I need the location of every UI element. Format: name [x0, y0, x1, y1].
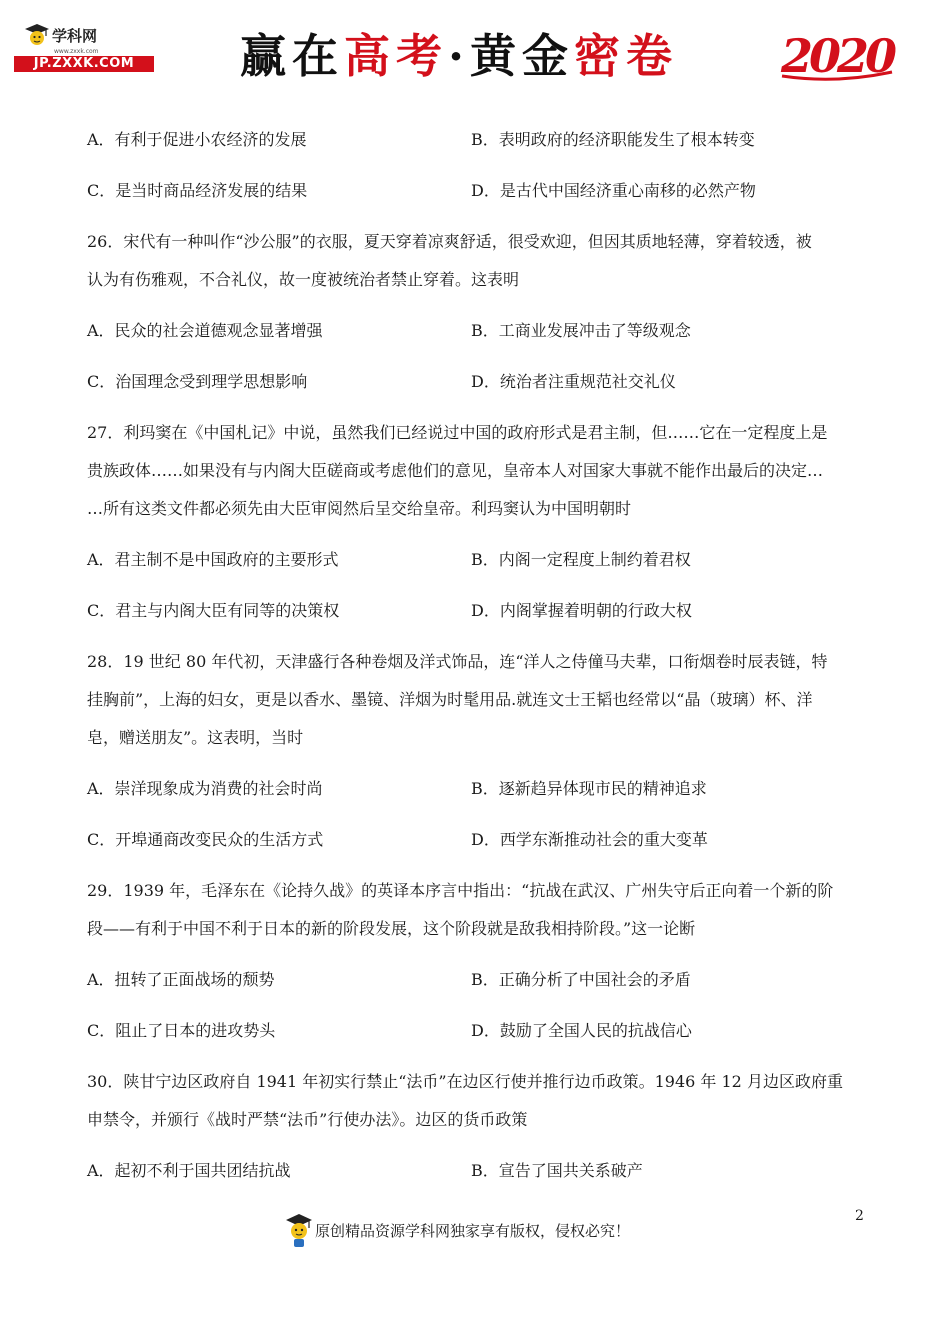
page-footer: [285, 1210, 630, 1250]
mascot-icon: [285, 1212, 313, 1248]
question-stem-continued: …所有这类文件都必须先由大臣审阅然后呈交给皇帝。利玛窦认为中国明朝时: [87, 499, 632, 518]
logo-url: www.zxxk.com: [54, 48, 99, 55]
answer-option: B．逐新趋异体现市民的精神追求: [471, 779, 707, 798]
answer-option: A．君主制不是中国政府的主要形式: [87, 550, 339, 569]
answer-option: C．君主与内阁大臣有同等的决策权: [87, 601, 340, 620]
page-header: [0, 0, 950, 110]
answer-option: A．起初不利于国共团结抗战: [87, 1161, 291, 1180]
answer-option: B．宣告了国共关系破产: [471, 1161, 643, 1180]
answer-option: D．统治者注重规范社交礼仪: [471, 372, 676, 391]
answer-option: C．开埠通商改变民众的生活方式: [87, 830, 324, 849]
year-mark: [776, 26, 898, 84]
title-part: 赢在: [240, 29, 344, 83]
answer-option: B．正确分析了中国社会的矛盾: [471, 970, 691, 989]
answer-option: A．崇洋现象成为消费的社会时尚: [87, 779, 323, 798]
page-number: 2: [855, 1208, 864, 1224]
answer-option: D．是古代中国经济重心南移的必然产物: [471, 181, 756, 200]
answer-option: C．是当时商品经济发展的结果: [87, 181, 308, 200]
question-stem: 28．19 世纪 80 年代初，天津盛行各种卷烟及洋式饰品，连“洋人之侍僮马夫辈，口衔烟卷时辰表链，特: [87, 652, 828, 671]
answer-option: D．鼓励了全国人民的抗战信心: [471, 1021, 692, 1040]
question-stem-continued: 申禁令，并颁行《战时严禁“法币”行使办法》。边区的货币政策: [87, 1110, 528, 1129]
answer-option: B．工商业发展冲击了等级观念: [471, 321, 691, 340]
question-stem-continued: 皂，赠送朋友”。这表明，当时: [87, 728, 304, 747]
zxxk-logo: [14, 20, 154, 72]
question-stem-continued: 挂胸前”，上海的妇女，更是以香水、墨镜、洋烟为时髦用品.就连文士王韬也经常以“晶（玻璃）杯、洋: [87, 690, 813, 709]
title-part: 高考: [344, 29, 448, 83]
question-stem: 29．1939 年，毛泽东在《论持久战》的英译本序言中指出：“抗战在武汉、广州失守后正向着一个新的阶: [87, 881, 834, 900]
answer-option: A．有利于促进小农经济的发展: [87, 130, 307, 149]
logo-name: 学科网: [52, 26, 98, 45]
answer-option: C．治国理念受到理学思想影响: [87, 372, 308, 391]
logo-bar: JP.ZXXK.COM: [14, 56, 154, 72]
copyright-notice: 原创精品资源学科网独家享有版权，侵权必究！: [315, 1221, 631, 1240]
answer-option: C．阻止了日本的进攻势头: [87, 1021, 276, 1040]
answer-option: A．民众的社会道德观念显著增强: [87, 321, 323, 340]
question-stem-continued: 贵族政体……如果没有与内阁大臣磋商或考虑他们的意见，皇帝本人对国家大事就不能作出最后的决定…: [87, 461, 824, 480]
question-stem: 27．利玛窦在《中国札记》中说，虽然我们已经说过中国的政府形式是君主制，但……它在一定程度上是: [87, 423, 828, 442]
answer-option: B．表明政府的经济职能发生了根本转变: [471, 130, 755, 149]
answer-option: D．西学东渐推动社会的重大变革: [471, 830, 708, 849]
answer-option: B．内阁一定程度上制约着君权: [471, 550, 691, 569]
page-title: [240, 22, 678, 84]
question-stem-continued: 认为有伤雅观，不合礼仪，故一度被统治者禁止穿着。这表明: [87, 270, 520, 289]
title-part: ·黄金: [448, 29, 575, 83]
year-text: 2020: [780, 29, 894, 83]
question-stem: 30．陕甘宁边区政府自 1941 年初实行禁止“法币”在边区行使并推行边币政策。1946 年 12 月边区政府重: [87, 1072, 843, 1091]
mascot-icon: [24, 22, 50, 48]
answer-option: A．扭转了正面战场的颓势: [87, 970, 275, 989]
question-stem: 26．宋代有一种叫作“沙公服”的衣服，夏天穿着凉爽舒适，很受欢迎，但因其质地轻薄，穿着较透，被: [87, 232, 812, 251]
title-part: 密卷: [574, 29, 679, 83]
answer-option: D．内阁掌握着明朝的行政大权: [471, 601, 692, 620]
question-stem-continued: 段——有利于中国不利于日本的新的阶段发展，这个阶段就是敌我相持阶段。”这一论断: [87, 919, 696, 938]
